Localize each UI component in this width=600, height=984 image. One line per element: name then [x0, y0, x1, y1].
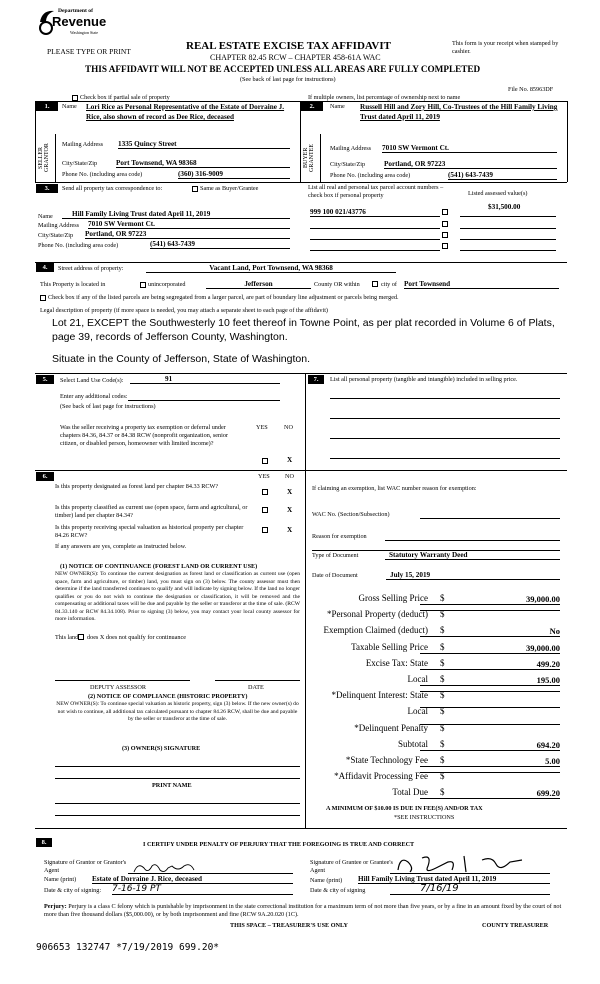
tax-row-value[interactable]: 5.00	[420, 756, 560, 767]
s6-no-header: NO	[285, 473, 294, 480]
tax-row-label: Total Due	[392, 787, 428, 797]
tax-row-label: Gross Selling Price	[358, 593, 428, 603]
grantee-name[interactable]: Hill Family Living Trust dated April 11, 2019	[358, 875, 550, 884]
same-as-buyer-check[interactable]: Same as Buyer/Grantee	[192, 185, 258, 192]
buyer-phone[interactable]: (541) 643-7439	[448, 171, 557, 180]
personal-property-label: List all personal property (tangible and intangible) included in selling price.	[330, 376, 518, 383]
see-instructions: *SEE INSTRUCTIONS	[394, 814, 455, 821]
tax-row-value[interactable]	[420, 724, 560, 725]
dollar-sign: $	[440, 706, 445, 716]
type-or-print: PLEASE TYPE OR PRINT	[47, 47, 131, 56]
tax-row-value[interactable]	[420, 772, 560, 773]
wac-number-label: WAC No. (Section/Subsection)	[312, 511, 390, 518]
property-county[interactable]: Jefferson	[206, 280, 311, 289]
tax-row-value[interactable]: 499.20	[420, 659, 560, 670]
grantor-signature[interactable]	[132, 860, 202, 876]
partial-sale-check[interactable]: Check box if partial sale of property	[72, 94, 170, 101]
doc-date-label: Date of Document	[312, 572, 358, 579]
tax-row-value[interactable]	[420, 610, 560, 611]
s3-city[interactable]: Portland, OR 97223	[85, 230, 290, 239]
this-land-label: This land	[55, 634, 79, 641]
seller-mailing[interactable]: 1335 Quincy Street	[118, 140, 290, 149]
notice-continuance-body: NEW OWNER(S): To continue the current designation as forest land or classification as current use (open space, farm and agriculture, or timber) land, you must sign on (3) below. The county assessor must then determine if the land transferred continues to qualify and will indicate by signing below. If the land no longer qualifies or you do not wish to continue the designation or classification, it will be removed and the compensating or additional taxes will be due and payable by the seller or transferor at the time of sale. (RCW 84.33.140 or RCW 84.34.108). Prior to signing (3) below, you may contact your local county assessor for more information.	[55, 571, 300, 622]
grantee-signature-label: Signature of Grantee or Grantee's Agent	[310, 859, 393, 874]
personal-property-checkbox-3[interactable]	[442, 232, 448, 238]
seller-mailing-label: Mailing Address	[62, 141, 104, 148]
dollar-sign: $	[440, 690, 445, 700]
assessed-value[interactable]: $31,500.00	[488, 203, 521, 211]
tax-row-label: *Affidavit Processing Fee	[334, 771, 428, 781]
print-name-label: PRINT NAME	[152, 782, 192, 789]
minimum-due-note: A MINIMUM OF $10.00 IS DUE IN FEE(S) AND/OR TAX	[326, 805, 483, 812]
q1-yes-checkbox[interactable]	[262, 489, 268, 495]
tax-row-label: Exemption Claimed (deduct)	[323, 625, 428, 635]
assessed-label: Listed assessed value(s)	[468, 190, 528, 197]
within-city-checkbox[interactable]	[372, 281, 378, 287]
tax-row-label: *Delinquent Penalty	[354, 723, 428, 733]
tax-row-label: Local	[407, 706, 428, 716]
tax-row-label: Subtotal	[397, 739, 428, 749]
form-chapter: CHAPTER 82.45 RCW – CHAPTER 458-61A WAC	[210, 53, 381, 62]
tax-row-value[interactable]: 195.00	[420, 675, 560, 686]
land-use-code[interactable]: 91	[130, 375, 280, 384]
checkbox-icon	[72, 95, 78, 101]
logo-dept: Department of	[58, 8, 93, 14]
dollar-sign: $	[440, 658, 445, 668]
dollar-sign: $	[440, 771, 445, 781]
historic-question: Is this property receiving special valuation as historical property per chapter 84.26 RCW?	[55, 524, 244, 539]
unincorporated-check[interactable]: unincorporated	[140, 281, 185, 288]
grantor-signature-label: Signature of Grantor or Grantor's Agent	[44, 859, 127, 874]
owner-signature-label: (3) OWNER(S) SIGNATURE	[122, 745, 201, 752]
dollar-sign: $	[440, 723, 445, 733]
certify-statement: I CERTIFY UNDER PENALTY OF PERJURY THAT THE FOREGOING IS TRUE AND CORRECT	[143, 841, 415, 848]
s5-see-back: (See back of last page for instructions)	[60, 403, 156, 410]
s3-city-label: City/State/Zip	[38, 232, 74, 239]
legal-description-text[interactable]: Lot 21, EXCEPT the Southwesterly 10 feet thereof in Towne Point, as per plat recorded in Volume 6 of Plats, page 39, records of Jefferson County, Washington.	[52, 317, 555, 343]
current-use-question: Is this property classified as current use (open space, farm and agricultural, or timber) land per chapter 84.34?	[55, 504, 248, 519]
checkbox-icon	[40, 295, 46, 301]
grantee-date-label: Date & city of signing	[310, 887, 366, 894]
seller-side-label: SELLER GRANTOR	[38, 143, 50, 173]
personal-property-checkbox-1[interactable]	[442, 209, 448, 215]
county-or-within: County OR within	[314, 281, 360, 288]
s3-name-label: Name	[38, 213, 53, 220]
dollar-sign: $	[440, 755, 445, 765]
document-date[interactable]: July 15, 2019	[386, 571, 560, 580]
assessor-date-label: DATE	[248, 684, 264, 691]
buyer-name[interactable]: Russell Hill and Zory Hill, Co-Trustees of the Hill Family Living Trust dated April 11, 2019	[360, 103, 558, 121]
dollar-sign: $	[440, 593, 445, 603]
buyer-city-label: City/State/Zip	[330, 161, 366, 168]
tax-row-value[interactable]	[420, 691, 560, 692]
tax-row-label: Excise Tax: State	[365, 658, 428, 668]
s3-phone-label: Phone No. (including area code)	[38, 242, 119, 249]
seller-name-label: Name	[62, 103, 77, 110]
grantor-name[interactable]: Estate of Dorraine J. Rice, deceased	[92, 875, 293, 884]
notice-compliance-body: NEW OWNER(S): To continue special valuation as historic property, sign (3) below. If the new owner(s) do not wish to continue, all additional tax calculated pursuant to chapter 84.26 RCW, shall be due and payable by the seller or transferor at the time of sale.	[56, 701, 299, 722]
tax-row-label: *State Technology Fee	[345, 755, 428, 765]
property-city[interactable]: Port Townsend	[404, 280, 559, 289]
parcel-list-label: List all real and personal tax parcel account numbers – check box if personal property	[308, 184, 444, 199]
s5-yes-header: YES	[256, 424, 268, 431]
buyer-side-label: BUYER GRANTEE	[303, 144, 315, 172]
doc-type-label: Type of Document	[312, 552, 359, 559]
checkbox-icon	[140, 282, 146, 288]
document-type[interactable]: Statutory Warranty Deed	[385, 551, 560, 560]
tax-row-value[interactable]: No	[420, 626, 560, 637]
street-label: Street address of property:	[58, 265, 124, 272]
city-of-label: city of	[381, 281, 397, 288]
buyer-phone-label: Phone No. (including area code)	[330, 172, 411, 179]
tax-row-label: *Delinquent Interest: State	[331, 690, 428, 700]
seller-city-label: City/State/Zip	[62, 160, 98, 167]
tax-row-value[interactable]	[420, 707, 560, 708]
dollar-sign: $	[440, 787, 445, 797]
personal-property-checkbox-4[interactable]	[442, 243, 448, 249]
s3-mailing-label: Mailing Address	[38, 222, 80, 229]
q3-yes-checkbox[interactable]	[262, 527, 268, 533]
tax-row-value[interactable]: 699.20	[420, 788, 560, 799]
section-3-number: 3.	[36, 184, 58, 193]
checkbox-icon	[192, 186, 198, 192]
grantor-name-label: Name (print)	[44, 876, 77, 883]
tax-row-value[interactable]: 39,000.00	[420, 594, 560, 605]
q2-no-answer[interactable]: X	[287, 506, 293, 514]
personal-property-checkbox-2[interactable]	[442, 221, 448, 227]
notice-compliance-title: (2) NOTICE OF COMPLIANCE (HISTORIC PROPERTY)	[88, 693, 248, 700]
dollar-sign: $	[440, 625, 445, 635]
grantor-date[interactable]: 7-16-19 PT	[112, 884, 293, 895]
legal-description-label: Legal description of property (if more space is needed, you may attach a separate sheet to each page of the affidavit)	[40, 307, 328, 314]
logo-state: Washington State	[70, 30, 99, 35]
buyer-city[interactable]: Portland, OR 97223	[384, 160, 557, 169]
seller-city[interactable]: Port Townsend, WA 98368	[116, 159, 290, 168]
dollar-sign: $	[440, 642, 445, 652]
section-7-number: 7.	[308, 375, 324, 384]
tax-row-label: *Personal Property (deduct)	[327, 609, 428, 619]
buyer-name-label: Name	[330, 103, 345, 110]
form-warning: THIS AFFIDAVIT WILL NOT BE ACCEPTED UNLESS ALL AREAS ARE FULLY COMPLETED	[85, 64, 481, 74]
grantee-name-label: Name (print)	[310, 877, 343, 884]
seller-phone-label: Phone No. (including area code)	[62, 171, 143, 178]
section-2-number: 2.	[301, 102, 323, 111]
tax-row-label: Taxable Selling Price	[351, 642, 428, 652]
treasurer-space: THIS SPACE – TREASURER'S USE ONLY	[230, 922, 348, 929]
q3-no-answer[interactable]: X	[287, 526, 293, 534]
see-back-note: (See back of last page for instructions)	[240, 76, 336, 83]
section-6-number: 6.	[36, 472, 54, 481]
send-correspondence-label: Send all property tax correspondence to:	[62, 185, 163, 192]
logo-name: Revenue	[52, 14, 107, 29]
grantee-date[interactable]: 7/16/19	[390, 883, 550, 895]
section-1-number: 1.	[36, 102, 58, 111]
exemption-question: Was the seller receiving a property tax exemption or deferral under chapters 84.36, 84.37 or 84.38 RCW (nonprofit organization, senior citizen, or disabled person, homeowner with limited income)?	[60, 424, 229, 447]
section-8-number: 8.	[36, 838, 52, 847]
buyer-mailing-label: Mailing Address	[330, 145, 372, 152]
grantee-signature[interactable]	[392, 852, 532, 876]
notice-continuance-title: (1) NOTICE OF CONTINUANCE (FOREST LAND OR CURRENT USE)	[60, 563, 258, 570]
county-treasurer-label: COUNTY TREASURER	[482, 922, 549, 929]
dollar-sign: $	[440, 674, 445, 684]
file-number: File No. 85963DF	[508, 86, 554, 93]
grantor-date-label: Date & city of signing:	[44, 887, 102, 894]
additional-codes-label: Enter any additional codes:	[60, 393, 128, 400]
segregated-check[interactable]: Check box if any of the listed parcels are being segregated from a larger parcel, are part of boundary line adjustment or parcels being merged.	[40, 294, 399, 301]
perjury-warning: Perjury: Perjury is a class C felony which is punishable by imprisonment in the state correctional institution for a maximum term of not more than five years, or by a fine in an amount fixed by the court of not more than five thousand dollars ($5,000.00), or by both imprisonment and fine (RCW 9A.20.020 (1C).	[44, 903, 562, 918]
receipt-note: This form is your receipt when stamped by cashier.	[452, 40, 559, 55]
property-street[interactable]: Vacant Land, Port Townsend, WA 98368	[146, 264, 396, 273]
s5-yes-checkbox[interactable]	[262, 458, 268, 464]
s5-no-answer[interactable]: X	[287, 456, 293, 464]
treasurer-stamp: 906653 132747 *7/19/2019 699.20*	[36, 942, 220, 953]
dor-logo	[36, 8, 106, 40]
buyer-mailing[interactable]: 7010 SW Vermont Ct.	[382, 144, 557, 153]
forest-land-question: Is this property designated as forest land per chapter 84.33 RCW?	[55, 483, 219, 490]
parcel-number[interactable]: 999 100 021/43776	[310, 208, 440, 217]
multiple-owners-note: If multiple owners, list percentage of ownership next to name	[308, 94, 461, 101]
reason-label: Reason for exemption	[312, 533, 367, 540]
tax-row-value[interactable]: 39,000.00	[420, 643, 560, 654]
qualify-continuance: does X does not qualify for continuance	[87, 634, 186, 641]
seller-name[interactable]: Lori Rice as Personal Representative of the Estate of Dorraine J. Rice, also shown of record as Dee Rice, deceased	[86, 103, 285, 121]
exemption-wac-label: If claiming an exemption, list WAC number reason for exemption:	[312, 485, 477, 492]
s3-phone[interactable]: (541) 643-7439	[150, 240, 290, 249]
section-5-number: 5.	[36, 375, 54, 384]
dollar-sign: $	[440, 609, 445, 619]
located-in-label: This Property is located in	[40, 281, 106, 288]
section-4-number: 4.	[36, 263, 54, 272]
legal-situate-text[interactable]: Situate in the County of Jefferson, State of Washington.	[52, 353, 310, 365]
land-use-label: Select Land Use Code(s):	[60, 377, 124, 384]
s6-yes-header: YES	[258, 473, 270, 480]
s5-no-header: NO	[284, 424, 293, 431]
seller-phone[interactable]: (360) 316-9009	[178, 170, 290, 179]
s3-mailing[interactable]: 7010 SW Vermont Ct.	[88, 220, 290, 229]
s3-name[interactable]: Hill Family Living Trust dated April 11, 2019	[62, 210, 290, 219]
dollar-sign: $	[440, 739, 445, 749]
q2-yes-checkbox[interactable]	[262, 507, 268, 513]
form-title: REAL ESTATE EXCISE TAX AFFIDAVIT	[186, 40, 391, 52]
deputy-assessor-label: DEPUTY ASSESSOR	[90, 684, 146, 691]
answers-note: If any answers are yes, complete as instructed below.	[55, 543, 187, 550]
q1-no-answer[interactable]: X	[287, 488, 293, 496]
land-does-checkbox[interactable]	[78, 634, 84, 640]
tax-row-value[interactable]: 694.20	[420, 740, 560, 751]
tax-row-label: Local	[407, 674, 428, 684]
